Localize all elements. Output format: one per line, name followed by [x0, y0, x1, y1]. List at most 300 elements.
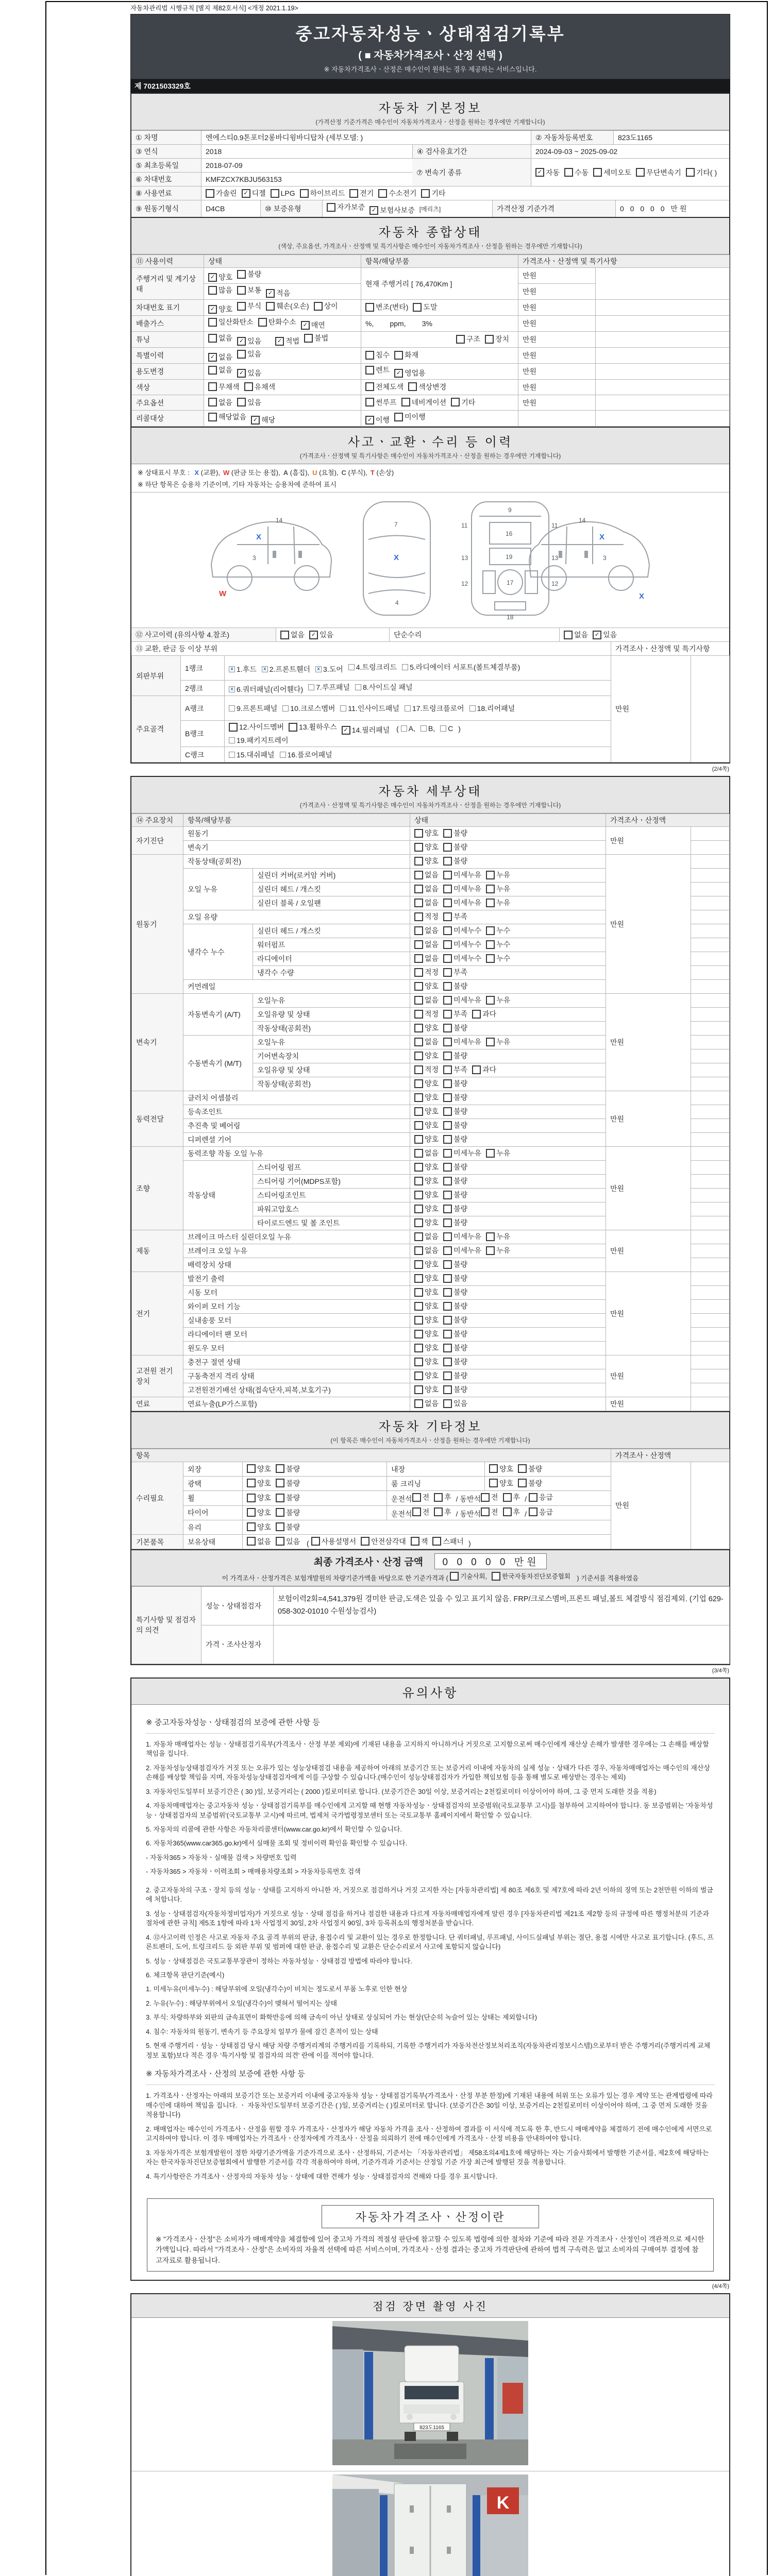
checkbox-box[interactable] — [414, 1135, 423, 1144]
checkbox[interactable] — [414, 1357, 439, 1367]
checkbox[interactable] — [421, 188, 445, 198]
checkbox-box[interactable] — [258, 318, 267, 327]
checkbox[interactable] — [489, 1478, 513, 1488]
warranty-checkgroup[interactable] — [327, 202, 419, 215]
checkbox[interactable] — [443, 1301, 467, 1311]
checkbox-box[interactable] — [443, 1135, 452, 1144]
checkbox-box[interactable] — [443, 1399, 452, 1408]
checkbox[interactable] — [443, 1287, 467, 1297]
checkbox-group[interactable] — [410, 1105, 606, 1119]
transmission-options[interactable] — [531, 159, 731, 186]
color-item[interactable] — [361, 380, 518, 395]
checkbox-box[interactable] — [414, 1191, 423, 1199]
checkbox-box[interactable] — [414, 996, 423, 1005]
checkbox-box[interactable] — [229, 723, 238, 732]
checkbox[interactable] — [280, 630, 305, 640]
checkbox[interactable] — [309, 630, 333, 640]
checkbox[interactable] — [342, 725, 390, 735]
checkbox-box[interactable] — [443, 912, 452, 921]
checkbox-box[interactable] — [208, 286, 217, 295]
checkbox-box[interactable] — [486, 954, 495, 963]
checkbox-group[interactable] — [410, 1036, 606, 1049]
special-state[interactable] — [204, 348, 361, 364]
checkbox-group[interactable] — [410, 1383, 606, 1397]
checkbox[interactable] — [443, 967, 467, 977]
checkbox-box[interactable]: x — [229, 666, 235, 672]
checkbox-group[interactable] — [410, 1161, 606, 1175]
checkbox-box[interactable]: ✓ — [242, 189, 250, 198]
checkbox[interactable] — [414, 1148, 439, 1158]
rankB-pillar-sub[interactable] — [401, 725, 459, 733]
checkbox-box[interactable] — [208, 398, 217, 406]
rank2-items[interactable] — [225, 681, 611, 696]
checkbox-box[interactable] — [456, 335, 465, 344]
checkbox[interactable] — [408, 382, 446, 392]
checkbox-box[interactable] — [365, 382, 374, 391]
checkbox[interactable] — [208, 272, 232, 282]
checkbox-box[interactable] — [402, 664, 408, 670]
checkbox[interactable] — [355, 682, 413, 692]
checkbox-box[interactable] — [247, 1522, 256, 1531]
final-orgs-checkgroup[interactable] — [450, 1575, 575, 1582]
checkbox-box[interactable] — [365, 398, 374, 406]
simple-repair-state[interactable] — [559, 628, 729, 641]
checkbox-box[interactable] — [247, 1464, 256, 1473]
checkbox[interactable] — [486, 1148, 510, 1158]
checkbox-box[interactable] — [289, 723, 297, 732]
checkbox[interactable] — [414, 911, 439, 922]
checkbox[interactable] — [348, 662, 397, 672]
checkbox[interactable] — [280, 750, 332, 760]
checkbox[interactable] — [443, 1009, 467, 1019]
checkbox[interactable] — [414, 1287, 439, 1297]
checkbox[interactable] — [529, 1492, 553, 1502]
checkbox-box[interactable] — [443, 1205, 452, 1213]
checkbox[interactable] — [412, 1492, 430, 1502]
checkbox-box[interactable] — [443, 1191, 452, 1199]
checkbox[interactable] — [414, 1370, 439, 1381]
checkbox-box[interactable]: ✓ — [251, 416, 260, 425]
checkbox-group[interactable] — [410, 966, 606, 980]
checkbox-box[interactable] — [414, 1274, 423, 1283]
checkbox-box[interactable]: ✓ — [369, 206, 378, 215]
checkbox-group[interactable] — [243, 1462, 387, 1477]
checkbox[interactable] — [315, 664, 343, 674]
checkbox-box[interactable] — [564, 631, 573, 639]
checkbox-box[interactable] — [401, 725, 407, 732]
checkbox-box[interactable] — [486, 885, 495, 893]
checkbox[interactable] — [237, 269, 261, 279]
checkbox[interactable] — [414, 1023, 439, 1033]
checkbox-box[interactable] — [421, 189, 430, 198]
checkbox-group[interactable] — [243, 1491, 387, 1506]
checkbox-box[interactable] — [414, 843, 423, 852]
checkbox[interactable] — [443, 1273, 467, 1283]
checkbox[interactable] — [469, 703, 515, 714]
checkbox[interactable] — [443, 1357, 467, 1367]
checkbox-group[interactable] — [410, 855, 606, 869]
checkbox-box[interactable] — [237, 398, 246, 406]
checkbox[interactable] — [414, 1398, 439, 1409]
checkbox-box[interactable] — [414, 1344, 423, 1352]
checkbox[interactable] — [229, 722, 284, 732]
checkbox[interactable] — [276, 1522, 300, 1532]
checkbox[interactable] — [636, 167, 681, 178]
checkbox-box[interactable]: ✓ — [301, 321, 310, 330]
checkbox-box[interactable] — [365, 366, 374, 375]
checkbox-box[interactable] — [486, 996, 495, 1005]
checkbox-box[interactable] — [518, 1464, 527, 1473]
checkbox-box[interactable]: x — [229, 686, 235, 692]
checkbox-box[interactable] — [414, 940, 423, 949]
checkbox[interactable] — [503, 1492, 520, 1502]
checkbox-box[interactable] — [472, 1010, 481, 1019]
checkbox-box[interactable] — [414, 1302, 423, 1311]
checkbox-group[interactable] — [410, 1286, 606, 1300]
checkbox[interactable] — [414, 1190, 439, 1200]
checkbox[interactable] — [443, 1398, 467, 1409]
checkbox-box[interactable] — [361, 1537, 369, 1546]
checkbox[interactable] — [518, 1478, 542, 1488]
checkbox-box[interactable] — [413, 303, 422, 312]
checkbox-box[interactable] — [443, 940, 452, 949]
checkbox[interactable] — [472, 1009, 496, 1019]
checkbox-box[interactable] — [486, 1232, 495, 1241]
checkbox-box[interactable]: ✓ — [208, 353, 217, 362]
checkbox-box[interactable] — [276, 1537, 284, 1546]
checkbox[interactable] — [244, 382, 276, 392]
checkbox-box[interactable] — [414, 912, 423, 921]
checkbox[interactable] — [276, 1493, 300, 1503]
option-state[interactable] — [204, 395, 361, 411]
checkbox-box[interactable] — [340, 705, 346, 711]
checkbox[interactable] — [304, 333, 328, 343]
checkbox-box[interactable] — [414, 1232, 423, 1241]
checkbox-box[interactable]: ✓ — [237, 369, 246, 378]
checkbox-group[interactable] — [410, 1314, 606, 1328]
checkbox-box[interactable] — [432, 1537, 441, 1546]
checkbox[interactable] — [247, 1478, 271, 1488]
checkbox[interactable] — [208, 382, 240, 392]
checkbox[interactable] — [365, 382, 404, 392]
checkbox-box[interactable] — [469, 705, 476, 711]
option-item[interactable] — [361, 395, 518, 411]
checkbox-box[interactable] — [414, 1038, 423, 1046]
checkbox-box[interactable] — [414, 1385, 423, 1394]
checkbox[interactable] — [434, 1492, 451, 1502]
checkbox[interactable] — [311, 1536, 357, 1547]
checkbox[interactable] — [564, 630, 588, 640]
checkbox-box[interactable] — [414, 1093, 423, 1102]
mileage-state1[interactable] — [204, 268, 361, 284]
checkbox-box[interactable] — [414, 1358, 423, 1366]
checkbox-box[interactable] — [443, 1038, 452, 1046]
checkbox-group[interactable] — [410, 1355, 606, 1369]
checkbox[interactable] — [258, 317, 296, 327]
checkbox[interactable] — [443, 1343, 467, 1353]
checkbox[interactable] — [443, 1148, 481, 1158]
checkbox[interactable] — [486, 925, 510, 936]
checkbox-box[interactable] — [247, 1479, 256, 1487]
checkbox-box[interactable] — [486, 1038, 495, 1046]
checkbox[interactable] — [276, 1507, 300, 1518]
checkbox-box[interactable] — [489, 1479, 498, 1487]
checkbox[interactable] — [229, 684, 303, 694]
checkbox[interactable] — [686, 167, 717, 178]
checkbox-group[interactable] — [410, 1063, 606, 1077]
checkbox-group[interactable] — [410, 1189, 606, 1202]
checkbox-box[interactable] — [443, 926, 452, 935]
checkbox-box[interactable] — [378, 189, 387, 198]
usage-state[interactable] — [204, 364, 361, 380]
checkbox-group[interactable] — [410, 896, 606, 910]
checkbox[interactable] — [276, 1464, 300, 1474]
checkbox-box[interactable] — [237, 286, 246, 295]
checkbox-box[interactable] — [503, 1493, 512, 1502]
checkbox[interactable] — [247, 1522, 271, 1532]
checkbox-group[interactable] — [410, 1328, 606, 1342]
checkbox-box[interactable] — [451, 398, 460, 406]
checkbox-group[interactable] — [410, 1175, 606, 1189]
checkbox[interactable] — [432, 1536, 464, 1547]
checkbox-box[interactable] — [349, 189, 358, 198]
checkbox[interactable] — [472, 1064, 496, 1075]
checkbox[interactable] — [414, 1343, 439, 1353]
special-item[interactable] — [361, 348, 518, 364]
checkbox[interactable] — [414, 1204, 439, 1214]
checkbox-group[interactable] — [410, 1022, 606, 1036]
checkbox-box[interactable] — [443, 1177, 452, 1185]
checkbox-box[interactable] — [394, 351, 403, 360]
checkbox[interactable] — [206, 188, 237, 198]
checkbox-group[interactable] — [410, 883, 606, 896]
checkbox-group[interactable] — [410, 1230, 606, 1244]
checkbox[interactable] — [414, 1273, 439, 1283]
checkbox-box[interactable] — [443, 1316, 452, 1325]
checkbox[interactable] — [402, 662, 520, 672]
vin-mark-item[interactable] — [361, 300, 518, 316]
checkbox[interactable] — [443, 1190, 467, 1200]
checkbox-box[interactable] — [414, 1107, 423, 1116]
checkbox-box[interactable] — [414, 899, 423, 907]
checkbox[interactable] — [414, 925, 439, 936]
checkbox-box[interactable] — [481, 1493, 490, 1502]
checkbox-box[interactable]: ✓ — [309, 631, 318, 639]
checkbox-group[interactable] — [412, 1507, 456, 1518]
checkbox[interactable] — [443, 1037, 481, 1047]
checkbox-box[interactable]: ✓ — [535, 168, 544, 177]
checkbox-box[interactable] — [564, 168, 573, 177]
fuel-options[interactable] — [201, 187, 729, 200]
checkbox-box[interactable] — [365, 303, 374, 312]
checkbox[interactable] — [443, 897, 481, 908]
checkbox-box[interactable] — [443, 1246, 452, 1255]
checkbox[interactable] — [414, 1106, 439, 1116]
checkbox[interactable] — [414, 1050, 439, 1061]
checkbox[interactable] — [443, 1078, 467, 1089]
checkbox-box[interactable] — [405, 705, 411, 711]
checkbox-box[interactable] — [229, 752, 235, 758]
checkbox-box[interactable] — [311, 1537, 320, 1546]
checkbox[interactable] — [208, 412, 246, 422]
checkbox-box[interactable] — [414, 1371, 423, 1380]
checkbox-box[interactable] — [443, 1288, 452, 1297]
checkbox-box[interactable] — [414, 1010, 423, 1019]
rank1-items[interactable] — [225, 656, 611, 681]
tuning-state2[interactable] — [275, 336, 333, 344]
checkbox[interactable] — [486, 897, 510, 908]
checkbox-group[interactable] — [247, 1539, 305, 1547]
checkbox[interactable] — [443, 911, 467, 922]
checkbox[interactable] — [340, 703, 399, 714]
checkbox-box[interactable] — [414, 1079, 423, 1088]
checkbox-box[interactable] — [208, 334, 217, 343]
checkbox-box[interactable] — [355, 684, 361, 690]
checkbox-box[interactable] — [229, 737, 235, 743]
checkbox-box[interactable] — [266, 302, 275, 311]
checkbox-box[interactable] — [276, 1479, 284, 1487]
checkbox-group[interactable] — [311, 1539, 468, 1547]
checkbox[interactable] — [208, 317, 254, 327]
checkbox[interactable] — [361, 1536, 406, 1547]
checkbox[interactable] — [443, 856, 467, 866]
checkbox[interactable] — [414, 842, 439, 852]
checkbox[interactable] — [414, 1217, 439, 1228]
checkbox[interactable] — [414, 939, 439, 950]
checkbox[interactable] — [486, 995, 510, 1005]
checkbox-group[interactable] — [410, 827, 606, 841]
checkbox[interactable] — [237, 368, 261, 378]
checkbox-box[interactable]: ✓ — [365, 416, 374, 425]
checkbox-box[interactable]: ✓ — [394, 369, 403, 378]
rankB-items[interactable] — [225, 721, 611, 747]
checkbox[interactable] — [414, 1245, 439, 1256]
warranty-options[interactable] — [322, 200, 492, 217]
checkbox[interactable] — [237, 397, 261, 408]
checkbox[interactable] — [443, 828, 467, 838]
checkbox[interactable] — [443, 925, 481, 936]
checkbox-box[interactable] — [593, 168, 602, 177]
checkbox-box[interactable] — [440, 725, 446, 732]
checkbox-box[interactable] — [237, 302, 246, 311]
checkbox[interactable] — [414, 1176, 439, 1186]
checkbox[interactable] — [394, 350, 418, 360]
checkbox-box[interactable] — [443, 899, 452, 907]
checkbox-group[interactable] — [410, 841, 606, 855]
checkbox[interactable] — [208, 365, 232, 375]
checkbox-box[interactable] — [276, 1508, 284, 1517]
checkbox-group[interactable] — [410, 1300, 606, 1314]
checkbox[interactable] — [443, 1106, 467, 1116]
checkbox[interactable] — [378, 188, 416, 198]
checkbox-box[interactable] — [443, 996, 452, 1005]
checkbox-box[interactable] — [443, 1371, 452, 1380]
checkbox[interactable] — [308, 682, 350, 692]
checkbox-group[interactable] — [410, 980, 606, 994]
tuning-state[interactable] — [204, 332, 361, 348]
checkbox-box[interactable] — [443, 1149, 452, 1158]
checkbox-box[interactable] — [401, 398, 410, 406]
checkbox[interactable] — [412, 1507, 430, 1517]
checkbox-box[interactable] — [276, 1522, 284, 1531]
checkbox-group[interactable] — [410, 869, 606, 883]
checkbox-box[interactable] — [414, 1260, 423, 1269]
checkbox-box[interactable] — [443, 1302, 452, 1311]
checkbox-group[interactable] — [410, 1119, 606, 1133]
checkbox[interactable] — [414, 1037, 439, 1047]
checkbox[interactable] — [365, 302, 408, 312]
checkbox-box[interactable] — [443, 1093, 452, 1102]
checkbox[interactable] — [443, 1120, 467, 1130]
checkbox-box[interactable] — [414, 968, 423, 977]
checkbox-box[interactable] — [414, 1052, 423, 1060]
checkbox-box[interactable] — [304, 334, 313, 343]
tuning-state1[interactable] — [208, 336, 266, 344]
checkbox-box[interactable] — [229, 705, 235, 711]
checkbox-box[interactable] — [443, 954, 452, 963]
checkbox-box[interactable] — [208, 366, 217, 375]
checkbox[interactable] — [237, 349, 261, 359]
checkbox-box[interactable] — [486, 926, 495, 935]
checkbox[interactable] — [229, 750, 275, 760]
checkbox-group[interactable] — [243, 1477, 387, 1491]
checkbox-box[interactable] — [481, 1507, 490, 1516]
checkbox[interactable] — [443, 939, 481, 950]
checkbox[interactable] — [440, 724, 453, 733]
checkbox[interactable] — [208, 333, 232, 343]
checkbox-box[interactable] — [414, 1205, 423, 1213]
checkbox[interactable] — [443, 884, 481, 894]
checkbox[interactable] — [489, 1464, 513, 1474]
checkbox[interactable] — [414, 856, 439, 866]
checkbox[interactable] — [262, 664, 310, 674]
wheel-positions[interactable]: 운전석 전 후 / 동반석 전 후 / 응급 — [387, 1491, 611, 1506]
checkbox-group[interactable] — [410, 1133, 606, 1147]
checkbox[interactable] — [486, 1231, 510, 1242]
checkbox[interactable] — [486, 884, 510, 894]
checkbox-box[interactable] — [394, 413, 403, 421]
rankB-second-line[interactable] — [229, 737, 294, 745]
checkbox[interactable] — [414, 897, 439, 908]
checkbox[interactable] — [276, 1536, 300, 1547]
checkbox[interactable] — [486, 939, 510, 950]
checkbox-group[interactable] — [529, 1495, 558, 1503]
checkbox[interactable] — [443, 995, 481, 1005]
checkbox-box[interactable] — [486, 899, 495, 907]
checkbox-box[interactable] — [443, 1274, 452, 1283]
checkbox[interactable] — [229, 703, 277, 714]
checkbox[interactable] — [251, 415, 275, 425]
checkbox[interactable] — [237, 285, 261, 295]
checkbox[interactable] — [443, 870, 481, 880]
checkbox[interactable] — [349, 188, 374, 198]
accident-history-state[interactable] — [276, 628, 389, 641]
checkbox-box[interactable] — [443, 1330, 452, 1338]
checkbox[interactable] — [492, 1571, 570, 1581]
checkbox-box[interactable] — [529, 1493, 537, 1502]
checkbox-box[interactable] — [443, 1079, 452, 1088]
checkbox[interactable] — [450, 1571, 487, 1581]
checkbox-group[interactable] — [410, 1091, 606, 1105]
checkbox[interactable] — [301, 320, 325, 330]
checkbox[interactable] — [413, 302, 437, 312]
checkbox-box[interactable]: ✓ — [208, 273, 217, 282]
checkbox[interactable] — [414, 1078, 439, 1089]
checkbox[interactable] — [266, 301, 309, 311]
checkbox-box[interactable] — [503, 1507, 512, 1516]
recall-state[interactable] — [204, 411, 361, 427]
checkbox-box[interactable] — [443, 982, 452, 991]
